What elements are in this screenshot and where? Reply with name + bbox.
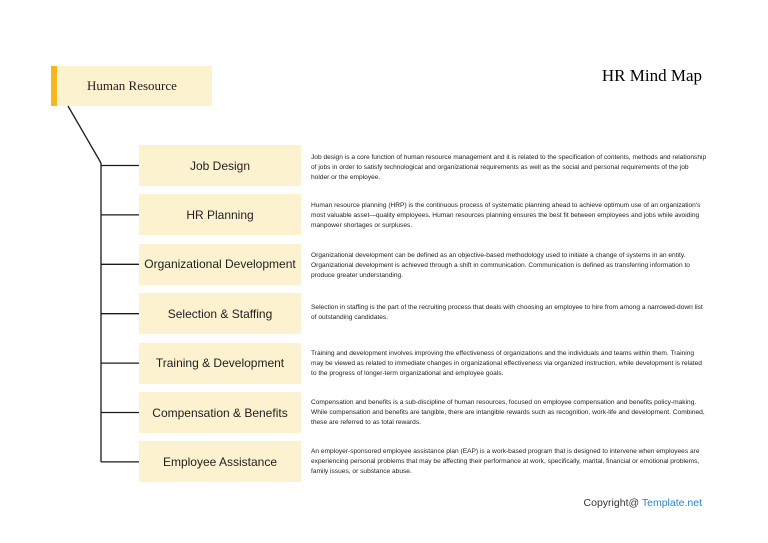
copyright-prefix: Copyright@ bbox=[583, 497, 642, 509]
node-description: Human resource planning (HRP) is the continuous process of systematic planning ahead to achieve optimum use of an organization's most valuable asset—quality employees. Human resources planning ensures the best fit between employees and jobs while avoiding manpower shortages or surpluses. bbox=[311, 202, 701, 230]
node-label: Organizational Development bbox=[144, 257, 296, 272]
node-label: HR Planning bbox=[186, 207, 254, 222]
node-description: Compensation and benefits is a sub-discipline of human resources, focused on employee compensation and benefits policy-making. While compensation and benefits are tangible, there are intangible rewards such as recognition, work-life and development. Combined, these are referred to as total rewards. bbox=[311, 399, 705, 426]
node-box bbox=[139, 392, 301, 433]
node-box bbox=[139, 441, 301, 482]
node-box bbox=[139, 244, 301, 285]
root-connector bbox=[68, 106, 101, 163]
copyright bbox=[584, 497, 702, 509]
node-label: Employee Assistance bbox=[162, 454, 278, 469]
node-description: Job design is a core function of human resource management and it is related to the specification of contents, methods and relationship of jobs in order to satisfy technological and organizational requirements as well as the social and personal requirements of the job holder or the employee. bbox=[311, 154, 707, 181]
node-label: Training & Development bbox=[155, 356, 285, 371]
node-box bbox=[139, 145, 301, 186]
node-label: Compensation & Benefits bbox=[152, 405, 288, 420]
node-label: Job Design bbox=[189, 158, 251, 173]
brand-link[interactable]: Template.net bbox=[641, 497, 702, 509]
node-description: Selection in staffing is the part of the recruiting process that deals with choosing an employee to hire from among a narrowed-down list of outstanding candidates. bbox=[311, 304, 703, 322]
node-description: Organizational development can be defined as an objective-based methodology used to initiate a change of systems in an entity. Organizational development is achieved through a shift in communication. Communication is defined as transferring information to produce greater understanding. bbox=[311, 251, 690, 279]
node-description: An employer-sponsored employee assistance plan (EAP) is a work-based program that is designed to intervene when employees are experiencing personal problems that may be affecting their performance at work, specifically, marital, financial or emotional problems, family issues, or substance abuse. bbox=[311, 448, 700, 476]
root-node-label: Human Resource bbox=[87, 78, 177, 93]
page-title: HR Mind Map bbox=[601, 66, 702, 85]
node-box bbox=[139, 194, 301, 235]
node-box bbox=[139, 343, 301, 384]
node-label: Selection & Staffing bbox=[167, 306, 273, 321]
node-box bbox=[139, 293, 301, 334]
node-description: Training and development involves improving the effectiveness of organizations and the individuals and teams within them. Training may be viewed as related to immediate changes in organizational effectiveness via organized instruction, while development is related to the progress of longer-term organizational and employee goals. bbox=[311, 349, 702, 377]
